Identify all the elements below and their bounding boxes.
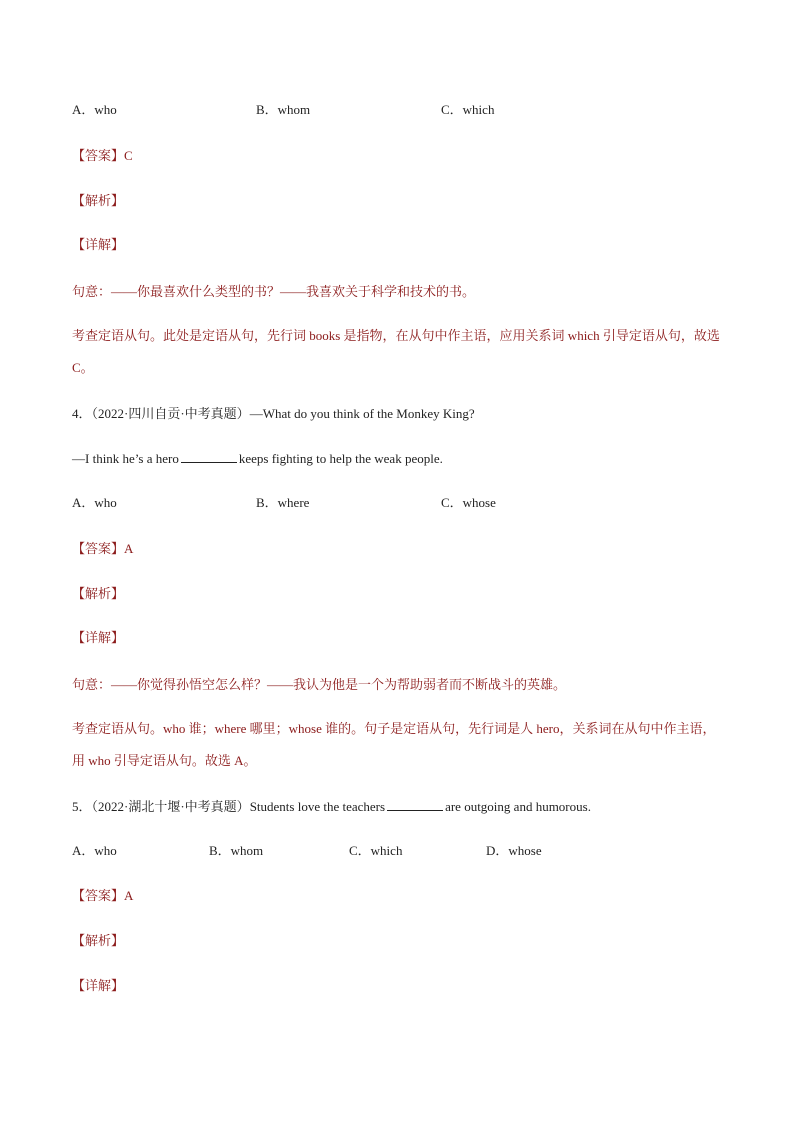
q3-option-a: A．who — [72, 102, 117, 117]
answer-label: 【答案】 — [72, 888, 125, 903]
q4-blank — [181, 450, 237, 463]
q3-option-c: C．which — [441, 102, 495, 117]
q4-explanation: 考查定语从句。who 谁；where 哪里；whose 谁的。句子是定语从句，先行词是人 hero，关系词在从句中作主语，用 who 引导定语从句。故选 A。 — [72, 721, 716, 768]
q3-option-b: B．whom — [256, 102, 311, 117]
q3-analysis-label: 【解析】 — [72, 193, 125, 208]
answer-label: 【答案】 — [72, 541, 125, 556]
q4-stem-after: keeps fighting to help the weak people. — [238, 451, 443, 466]
q5-option-a: A．who — [72, 843, 117, 858]
q4-option-c: C．whose — [441, 495, 496, 510]
q4-analysis-label: 【解析】 — [72, 586, 125, 601]
q4-option-b: B．where — [256, 495, 310, 510]
q4-stem-before: —I think he’s a hero — [72, 451, 179, 466]
q5-stem-after: are outgoing and humorous. — [445, 799, 591, 814]
q5-stem — [72, 798, 591, 816]
answer-label: 【答案】 — [72, 148, 125, 163]
q4-stem-line2 — [72, 450, 443, 468]
q5-option-b: B．whom — [209, 843, 264, 858]
q5-stem-before: Students love the teachers — [249, 799, 386, 814]
q5-option-d: D．whose — [486, 843, 542, 858]
answer-value: A — [124, 888, 134, 903]
q4-answer — [72, 540, 133, 558]
q4-stem-line1 — [72, 405, 475, 423]
q5-number: 5． — [72, 799, 92, 814]
q4-source: （2022·四川自贡·中考真题） — [91, 406, 250, 421]
q5-detail-label: 【详解】 — [72, 978, 125, 993]
q4-meaning: 句意：——你觉得孙悟空怎么样？——我认为他是一个为帮助弱者而不断战斗的英雄。 — [72, 677, 567, 692]
q3-detail-label: 【详解】 — [72, 237, 125, 252]
q4-option-a: A．who — [72, 495, 117, 510]
q4-stem-text: —What do you think of the Monkey King? — [249, 406, 475, 421]
q5-blank — [387, 798, 443, 811]
q5-answer — [72, 887, 133, 905]
answer-value: C — [124, 148, 133, 163]
q3-answer — [72, 147, 133, 165]
q5-source: （2022·湖北十堰·中考真题） — [91, 799, 250, 814]
answer-value: A — [124, 541, 134, 556]
q5-option-c: C．which — [349, 843, 403, 858]
q4-number: 4． — [72, 406, 92, 421]
q3-explanation: 考查定语从句。此处是定语从句，先行词 books 是指物，在从句中作主语，应用关系词 which 引导定语从句，故选 C。 — [72, 328, 720, 375]
q4-detail-label: 【详解】 — [72, 630, 125, 645]
q5-analysis-label: 【解析】 — [72, 933, 125, 948]
q3-meaning: 句意：——你最喜欢什么类型的书？——我喜欢关于科学和技术的书。 — [72, 284, 476, 299]
